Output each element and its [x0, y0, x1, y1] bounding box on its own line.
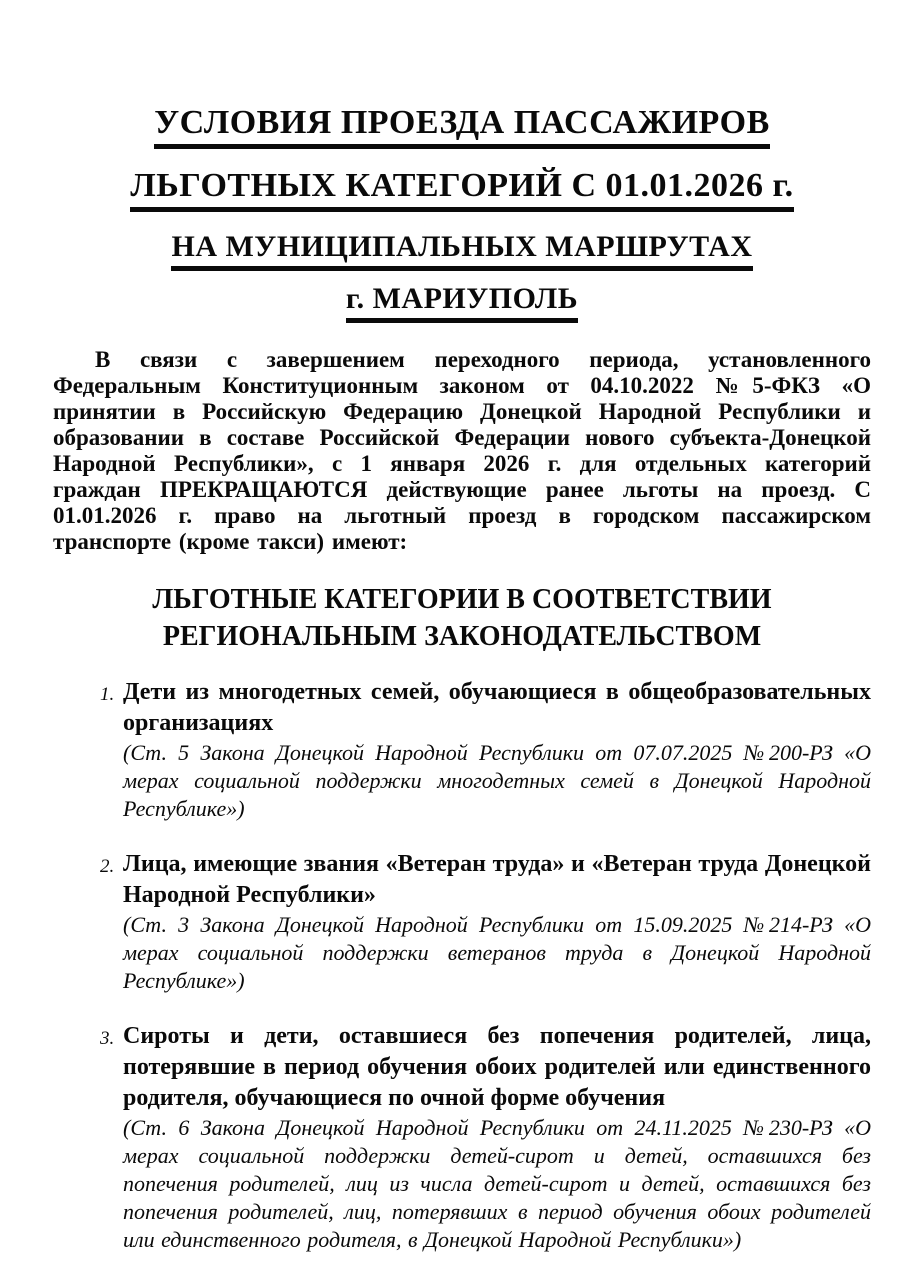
intro-text-after: действующие ранее льготы на проезд. С 01.01.2026 г. право на льготный проезд в городском пассажирском транспорте (кроме такси) имеют: [53, 477, 871, 554]
section-heading-line-1: ЛЬГОТНЫЕ КАТЕГОРИИ В СООТВЕТСТВИИ [152, 584, 772, 615]
list-item [53, 1021, 871, 1254]
list-item-citation: (Ст. 3 Закона Донецкой Народной Республики от 15.09.2025 №214-РЗ «О мерах социальной поддержки ветеранов труда в Донецкой Народной Республике») [123, 912, 871, 993]
title-line-3-text: НА МУНИЦИПАЛЬНЫХ МАРШРУТАХ [171, 232, 752, 271]
title-line-2 [53, 169, 871, 212]
title-line-1-text: УСЛОВИЯ ПРОЕЗДА ПАССАЖИРОВ [154, 106, 770, 149]
section-heading-line-2: РЕГИОНАЛЬНЫМ ЗАКОНОДАТЕЛЬСТВОМ [162, 621, 762, 652]
title-line-2-text: ЛЬГОТНЫХ КАТЕГОРИЙ С 01.01.2026 г. [130, 169, 793, 212]
title-line-3 [53, 232, 871, 271]
intro-text-before: В связи с завершением переходного периода, установленного Федеральным Конституционным законом от 04.10.2022 №5-ФКЗ «О принятии в Российскую Федерацию Донецкой Народной Республики и образовании в составе Российской Федерации нового субъекта-Донецкой Народной Республики», с 1 января 2026 г. для отдельных категорий граждан [53, 347, 871, 502]
section-heading [53, 581, 871, 655]
list-item-citation: (Ст. 6 Закона Донецкой Народной Республики от 24.11.2025 №230-РЗ «О мерах социальной поддержки детей-сирот и детей, оставшихся без попечения родителей, лиц из числа детей-сирот и детей, оставшихся без попечения родителей, лиц, потерявших в период обучения обоих родителей или единственного родителя, в Донецкой Народной Республики») [123, 1115, 871, 1252]
list-item-citation: (Ст. 5 Закона Донецкой Народной Республики от 07.07.2025 №200-РЗ «О мерах социальной поддержки многодетных семей в Донецкой Народной Республике») [123, 740, 871, 821]
list-item-number: 3. [100, 1028, 115, 1049]
title-line-1 [53, 106, 871, 149]
title-line-4 [53, 284, 871, 323]
benefit-category-list [53, 677, 871, 1254]
title-line-4-text: г. МАРИУПОЛЬ [346, 284, 578, 323]
list-item-number: 1. [100, 684, 115, 705]
list-item-title: Сироты и дети, оставшиеся без попечения родителей, лица, потерявшие в период обучения обоих родителей или единственного родителя, обучающиеся по очной форме обучения [123, 1023, 871, 1111]
list-item [53, 849, 871, 995]
intro-paragraph [53, 347, 871, 555]
list-item-number: 2. [100, 856, 115, 877]
list-item-title: Лица, имеющие звания «Ветеран труда» и «Ветеран труда Донецкой Народной Республики» [123, 851, 871, 908]
intro-emphasis: ПРЕКРАЩАЮТСЯ [159, 477, 368, 502]
document-title [53, 106, 871, 323]
list-item-title: Дети из многодетных семей, обучающиеся в общеобразовательных организациях [123, 679, 871, 736]
list-item [53, 677, 871, 823]
